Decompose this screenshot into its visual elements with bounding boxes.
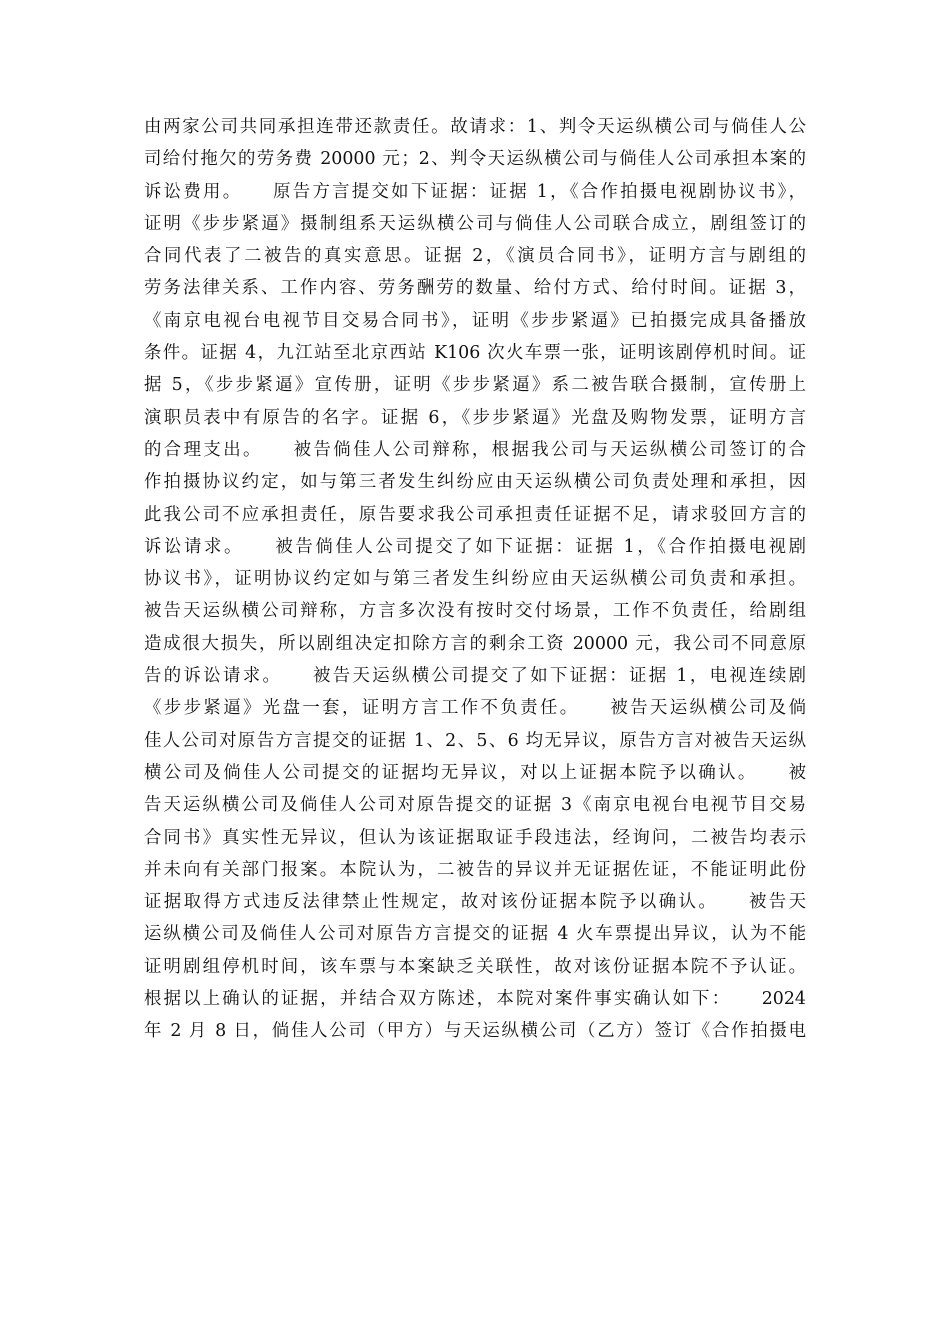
- text-line: 证据取得方式违反法律禁止性规定，故对该份证据本院予以确认。 被告天: [144, 892, 806, 913]
- text-line: 佳人公司对原告方言提交的证据 1、2、5、6 均无异议，原告方言对被告天运纵: [144, 730, 806, 751]
- text-line: 造成很大损失，所以剧组决定扣除方言的剩余工资 20000 元，我公司不同意原: [144, 633, 806, 654]
- text-line: 《南京电视台电视节目交易合同书》，证明《步步紧逼》已拍摄完成具备播放: [144, 310, 806, 331]
- text-line: 诉讼费用。 原告方言提交如下证据：证据 1，《合作拍摄电视剧协议书》，: [144, 181, 806, 202]
- text-line: 合同书》真实性无异议，但认为该证据取证手段违法，经询问，二被告均表示: [144, 827, 806, 848]
- text-line: 演职员表中有原告的名字。证据 6，《步步紧逼》光盘及购物发票，证明方言: [144, 407, 806, 428]
- text-line: 横公司及倘佳人公司提交的证据均无异议，对以上证据本院予以确认。 被: [144, 762, 806, 783]
- text-line: 年 2 月 8 日，倘佳人公司（甲方）与天运纵横公司（乙方）签订《合作拍摄电: [144, 1021, 806, 1042]
- text-line: 诉讼请求。 被告倘佳人公司提交了如下证据：证据 1，《合作拍摄电视剧: [144, 536, 806, 557]
- text-line: 告天运纵横公司及倘佳人公司对原告提交的证据 3《南京电视台电视节目交易: [144, 795, 806, 816]
- text-line: 被告天运纵横公司辩称，方言多次没有按时交付场景，工作不负责任，给剧组: [144, 601, 806, 622]
- text-line: 由两家公司共同承担连带还款责任。故请求：1、判令天运纵横公司与倘佳人公: [144, 117, 806, 137]
- text-line: 《步步紧逼》光盘一套，证明方言工作不负责任。 被告天运纵横公司及倘: [144, 698, 806, 719]
- text-line: 告的诉讼请求。 被告天运纵横公司提交了如下证据：证据 1，电视连续剧: [144, 666, 806, 687]
- text-line: 此我公司不应承担责任，原告要求我公司承担责任证据不足，请求驳回方言的: [144, 504, 806, 525]
- text-line: 的合理支出。 被告倘佳人公司辩称，根据我公司与天运纵横公司签订的合: [144, 439, 806, 460]
- text-line: 合同代表了二被告的真实意思。证据 2，《演员合同书》，证明方言与剧组的: [144, 246, 806, 267]
- text-line: 证明剧组停机时间，该车票与本案缺乏关联性，故对该份证据本院不予认证。: [144, 956, 806, 977]
- text-line: 作拍摄协议约定，如与第三者发生纠纷应由天运纵横公司负责处理和承担，因: [144, 472, 806, 493]
- text-line: 条件。证据 4，九江站至北京西站 K106 次火车票一张，证明该剧停机时间。证: [144, 343, 806, 364]
- text-line: 证明《步步紧逼》摄制组系天运纵横公司与倘佳人公司联合成立，剧组签订的: [144, 213, 806, 234]
- text-line: 据 5，《步步紧逼》宣传册，证明《步步紧逼》系二被告联合摄制，宣传册上: [144, 375, 806, 396]
- text-line: 协议书》，证明协议约定如与第三者发生纠纷应由天运纵横公司负责和承担。: [144, 569, 806, 590]
- text-line: 司给付拖欠的劳务费 20000 元；2、判令天运纵横公司与倘佳人公司承担本案的: [144, 149, 806, 170]
- text-line: 运纵横公司及倘佳人公司对原告方言提交的证据 4 火车票提出异议，认为不能: [144, 924, 806, 945]
- text-line: 根据以上确认的证据，并结合双方陈述，本院对案件事实确认如下： 2024: [144, 989, 806, 1010]
- text-line: 劳务法律关系、工作内容、劳务酬劳的数量、给付方式、给付时间。证据 3，: [144, 278, 806, 299]
- document-body: [144, 111, 806, 1048]
- text-line: 并未向有关部门报案。本院认为，二被告的异议并无证据佐证，不能证明此份: [144, 859, 806, 880]
